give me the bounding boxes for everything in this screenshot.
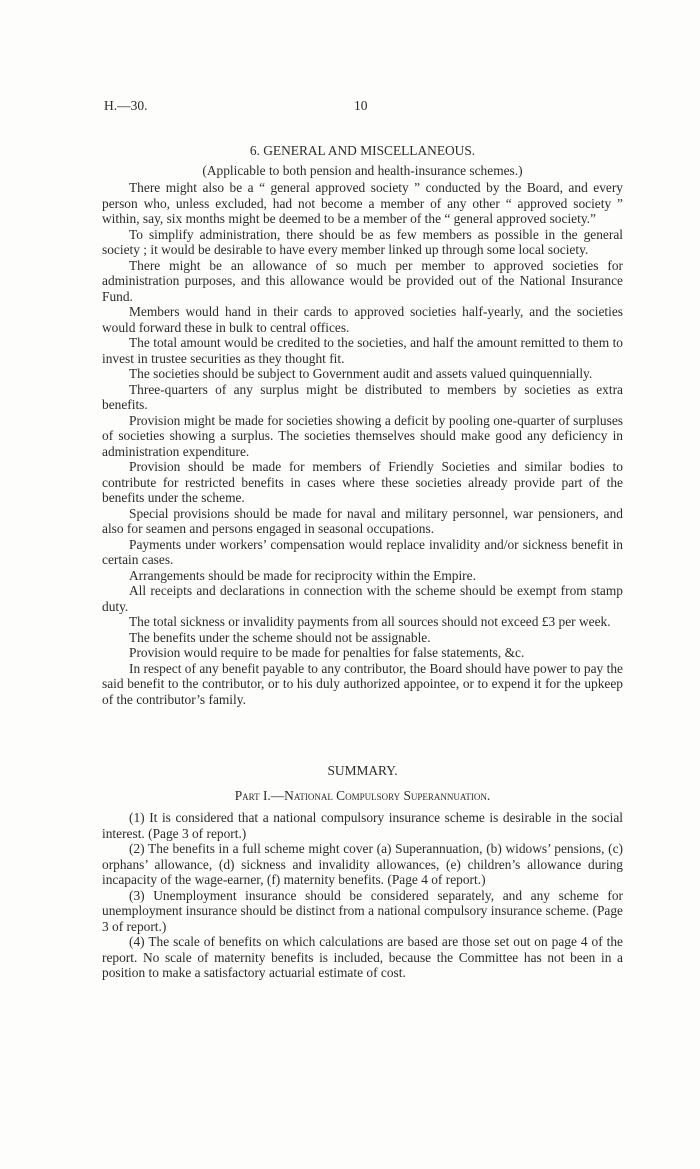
- paragraph: In respect of any benefit payable to any contributor, the Board should have power to pay the said benefit to the contributor, or to his duly authorized appointee, or to expend it for the upkeep of the contributor’s family.: [102, 660, 623, 707]
- paragraph: There might be an allowance of so much per member to approved societies for administration purposes, and this allowance would be provided out of the National Insurance Fund.: [102, 257, 623, 304]
- paragraph: Provision would require to be made for penalties for false statements, &c.: [129, 645, 525, 660]
- paragraph: The total sickness or invalidity payments from all sources should not exceed £3 per week.: [129, 614, 611, 629]
- paragraph: The societies should be subject to Government audit and assets valued quinquennially.: [129, 366, 593, 381]
- summary-paragraph: (3) Unemployment insurance should be considered separately, and any scheme for unemployment insurance should be distinct from a national compulsory insurance scheme. (Page 3 of report.): [102, 887, 623, 934]
- paragraph: Provision should be made for members of Friendly Societies and similar bodies to contribute for restricted benefits in cases where these societies already provide part of the benefits under the scheme.: [102, 459, 623, 505]
- summary-paragraph: (2) The benefits in a full scheme might cover (a) Superannuation, (b) widows’ pensions, (c) orphans’ allowance, (d) sickness and invalidity allowances, (e) children’s allowance during incapacity of the wage-earner, (f) maternity benefits. (Page 4 of report.): [102, 841, 623, 887]
- paragraph: Special provisions should be made for naval and military personnel, war pensioners, and also for seamen and persons engaged in seasonal occupations.: [102, 505, 623, 536]
- paragraph: The total amount would be credited to the societies, and half the amount remitted to them to invest in trustee securities as they thought fit.: [102, 335, 623, 366]
- part-heading: Part I.—National Compulsory Superannuation.: [234, 788, 491, 803]
- summary-title: SUMMARY.: [327, 763, 398, 778]
- document-id: H.—30.: [104, 98, 148, 113]
- paragraph: To simplify administration, there should be as few members as possible in the general society ; it would be desirable to have every member linked up through some local society.: [102, 226, 623, 257]
- paragraph: Provision might be made for societies showing a deficit by pooling one-quarter of surpluses of societies showing a surplus. The societies themselves should make good any deficiency in administration expenditure.: [102, 412, 623, 459]
- paragraph: Arrangements should be made for reciprocity within the Empire.: [129, 567, 476, 583]
- page-body: [102, 143, 623, 981]
- paragraph: Payments under workers’ compensation would replace invalidity and/or sickness benefit in certain cases.: [102, 536, 623, 567]
- summary-paragraph: (4) The scale of benefits on which calculations are based are those set out on page 4 of the report. No scale of maternity benefits is included, because the Committee has not been in a position to make a satisfactory actuarial estimate of cost.: [102, 934, 623, 980]
- paragraph: There might also be a “ general approved society ” conducted by the Board, and every person who, unless excluded, had not become a member of any other “ approved society ” within, say, six months might be deemed to be a member of the “ general approved society.”: [102, 180, 623, 226]
- paragraph: Three-quarters of any surplus might be distributed to members by societies as extra benefits.: [102, 381, 623, 412]
- section-subheading: (Applicable to both pension and health-insurance schemes.): [202, 163, 523, 178]
- page-number: 10: [354, 98, 368, 113]
- paragraph: The benefits under the scheme should not be assignable.: [129, 629, 431, 645]
- paragraph: Members would hand in their cards to approved societies half-yearly, and the societies would forward these in bulk to central offices.: [102, 304, 623, 335]
- section-heading: 6. GENERAL AND MISCELLANEOUS.: [249, 143, 476, 158]
- paragraph: All receipts and declarations in connection with the scheme should be exempt from stamp duty.: [102, 583, 623, 614]
- summary-paragraph: (1) It is considered that a national compulsory insurance scheme is desirable in the social interest. (Page 3 of report.): [102, 810, 623, 841]
- running-header: [0, 98, 700, 118]
